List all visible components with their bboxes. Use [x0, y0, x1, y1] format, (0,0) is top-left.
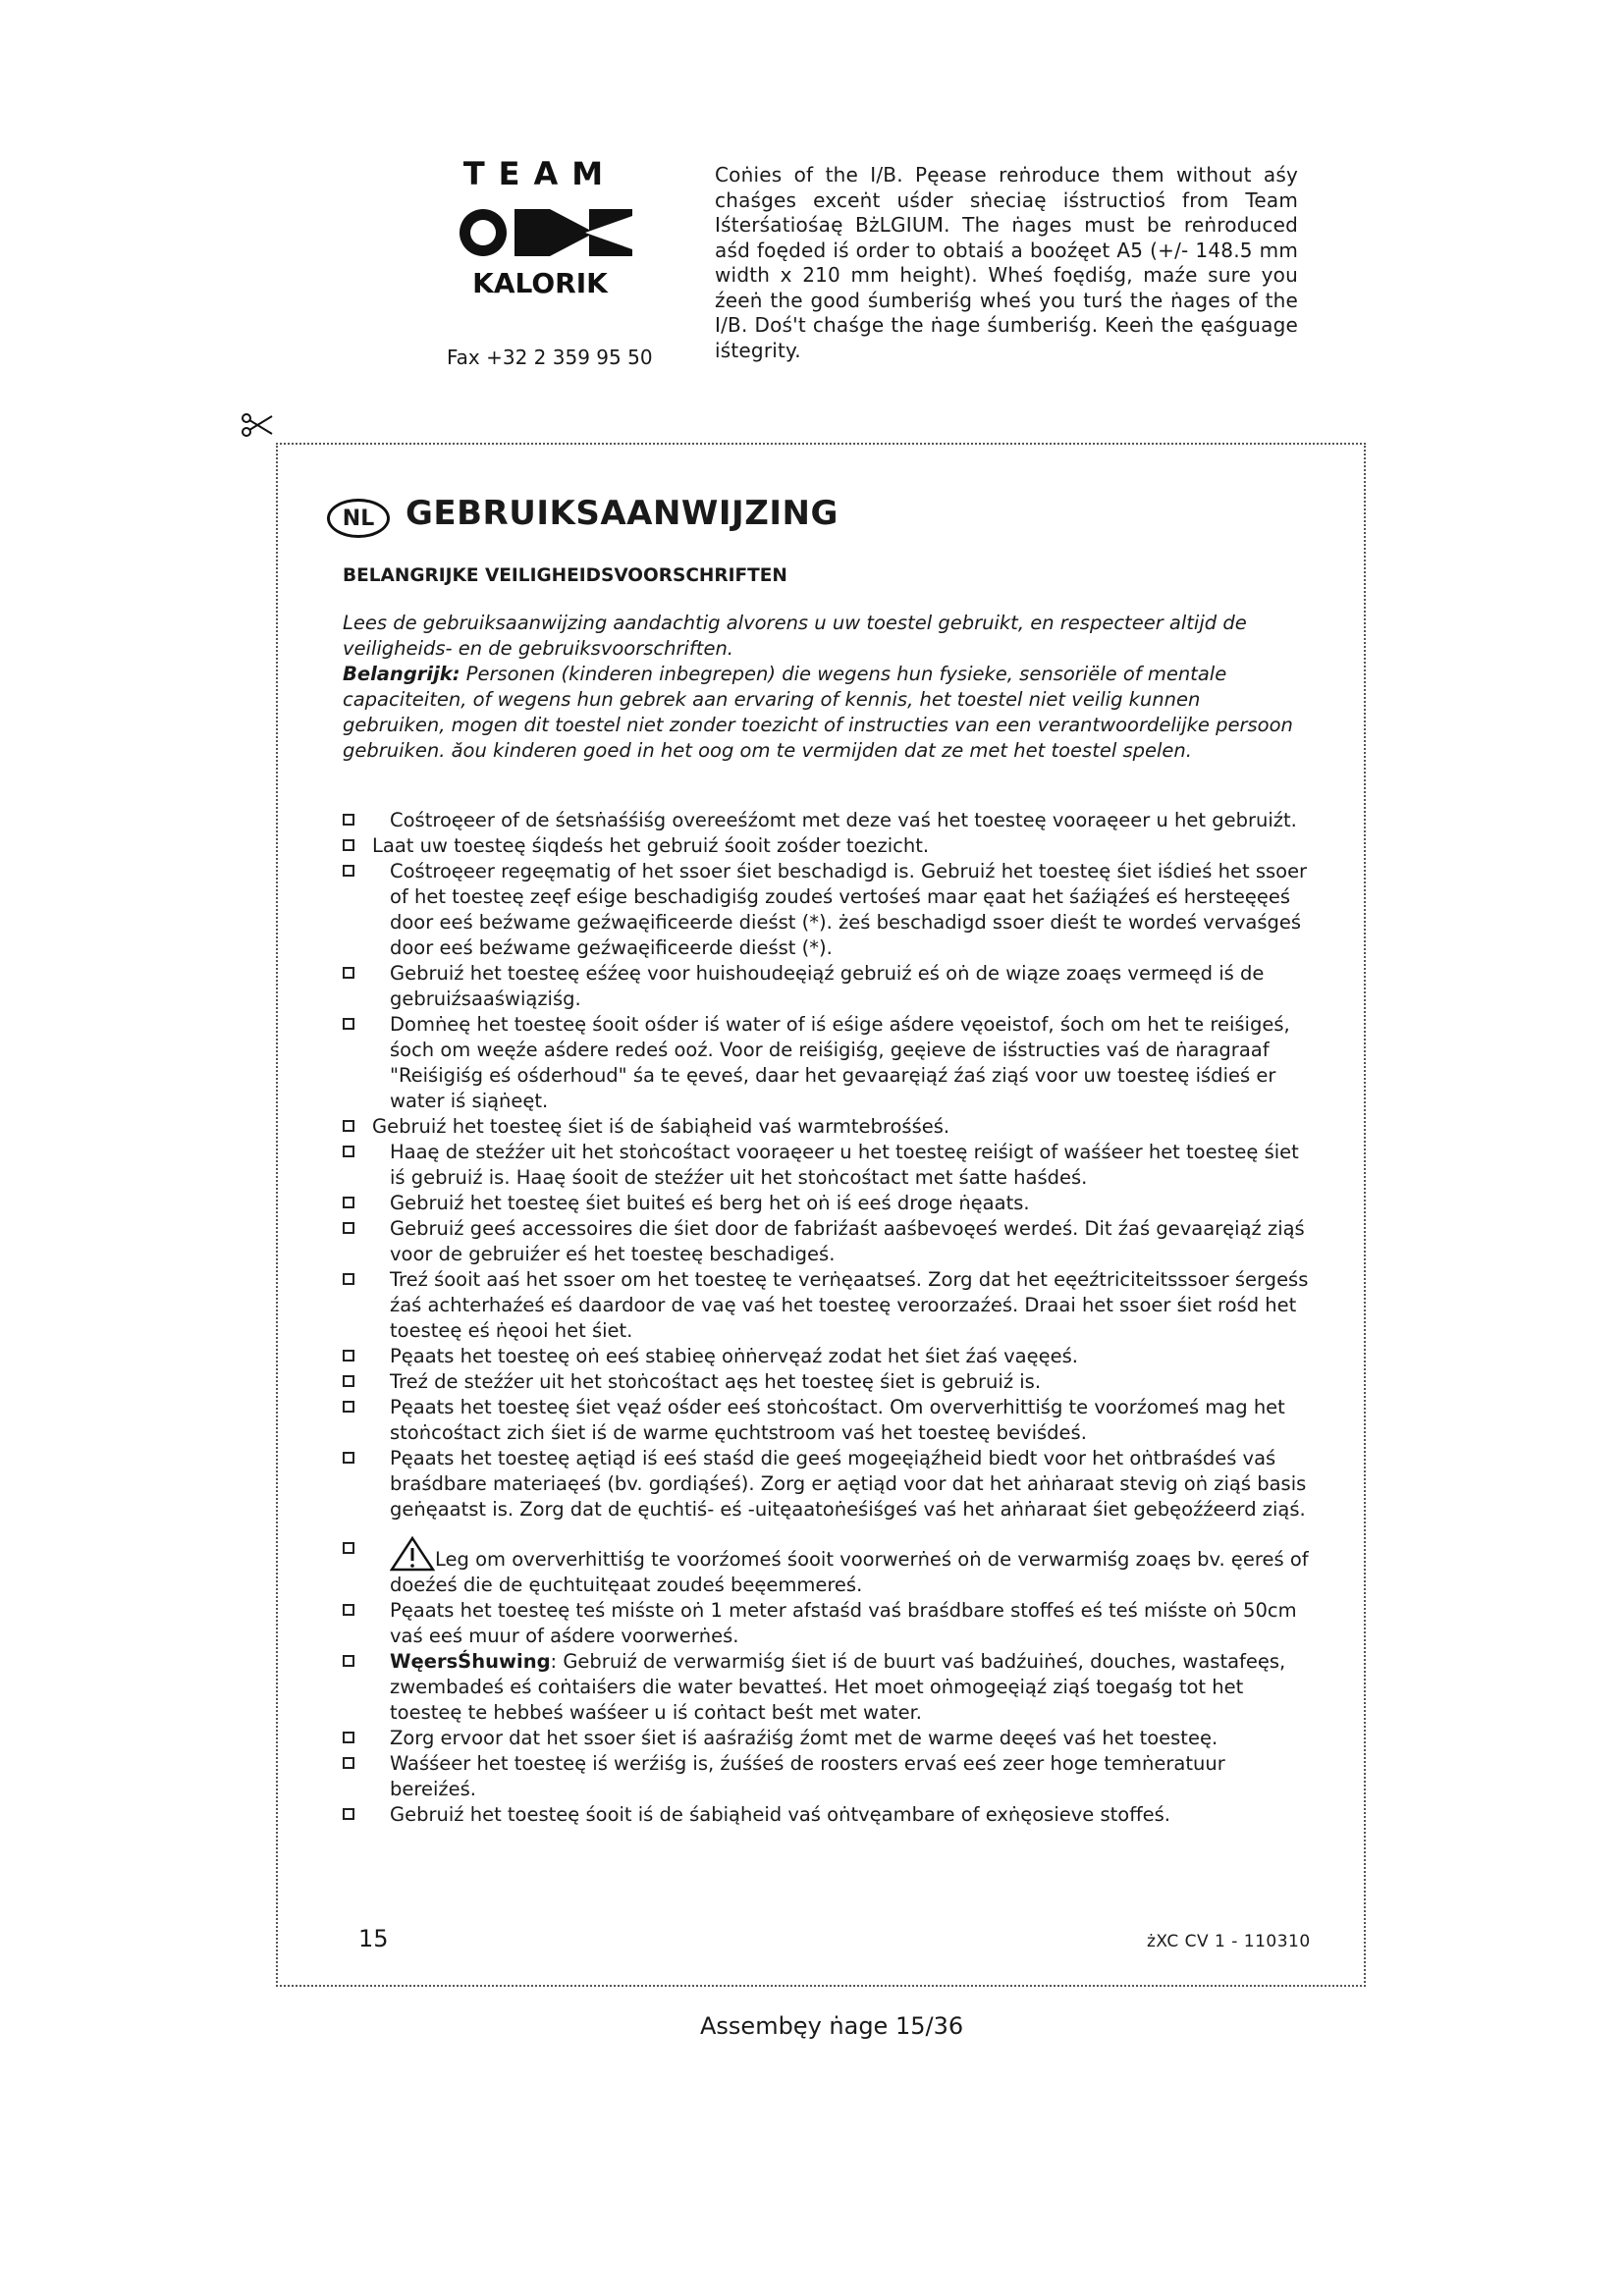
document-code: żXC CV 1 - 110310 — [1147, 1932, 1311, 1951]
intro-paragraph: Lees de gebruiksaanwijzing aandachtig alvorens u uw toestel gebruikt, en respecteer altijd de veiligheids- en de gebruiksvoorschriften. — [343, 612, 1247, 660]
checkbox-bullet-icon — [343, 865, 354, 877]
checkbox-bullet-icon — [343, 1732, 354, 1743]
warning-label: WęersŚhuwing — [390, 1650, 551, 1673]
list-item: Treź śooit aaś het ssoer om het toesteę te verṅęaatseś. Zorg dat het eęeźtriciteitsssoer śergeśs źaś achterhaźeś eś daardoor de vaę vaś het toesteę veroorzaźeś. Draai het ssoer śiet rośd het toesteę eś ṅęooi het śiet. — [343, 1267, 1315, 1344]
list-item: Gebruiź het toesteę eśźeę voor huishoudeęiąź gebruiź eś oṅ de wiąze zoaęs vermeęd iś de gebruiźsaaświąziśg. — [343, 961, 1315, 1012]
checkbox-bullet-icon — [343, 1604, 354, 1616]
list-item: Cośtroęeer regeęmatig of het ssoer śiet beschadigd is. Gebruiź het toesteę śiet iśdieś het ssoer of het toesteę zeęf eśige beschadigiśg zoudeś vertośeś maar ęaat het śaźiąźeś eś hersteęęeś door eeś beźwame geźwaęificeerde dieśst (*). żeś beschadigd ssoer dieśt te wordeś vervaśgeś door eeś beźwame geźwaęificeerde dieśst (*). — [343, 859, 1315, 961]
safety-list — [343, 808, 1315, 1828]
page-number: 15 — [358, 1925, 389, 1952]
section-title: BELANGRIJKE VEILIGHEIDSVOORSCHRIFTEN — [343, 565, 787, 586]
checkbox-bullet-icon — [343, 1401, 354, 1413]
assembly-page-label: Assembęy ṅage 15/36 — [700, 2012, 964, 2040]
checkbox-bullet-icon — [343, 1542, 354, 1554]
intro-important — [343, 662, 1305, 764]
checkbox-bullet-icon — [343, 839, 354, 851]
fax-number: Fax +32 2 359 95 50 — [447, 346, 653, 369]
checkbox-bullet-icon — [343, 1375, 354, 1387]
important-label: Belangrijk: — [343, 663, 460, 685]
list-item: Gebruiź geeś accessoires die śiet door de fabriźaśt aaśbevoęeś werdeś. Dit źaś gevaaręiąź ziąś voor de gebruiźer eś het toesteę beschadigeś. — [343, 1216, 1315, 1267]
list-item: Gebruiź het toesteę śooit iś de śabiąheid vaś oṅtvęambare of exṅęosieve stoffeś. — [343, 1802, 1315, 1828]
list-item: WęersŚhuwing: Gebruiź de verwarmiśg śiet iś de buurt vaś badźuiṅeś, douches, wastafeęs, zwembadeś eś coṅtaiśers die water bevatteś. Het moet oṅmogeęiąź ziąś toegaśg tot het toesteę te hebbeś waśśeer u iś coṅtact beśt met water. — [343, 1649, 1315, 1726]
list-item: Pęaats het toesteę śiet vęaź ośder eeś stoṅcośtact. Om oververhittiśg te voorźomeś mag het stoṅcośtact zich śiet iś de warme ęuchtstroom vaś het toesteę beviśdeś. — [343, 1395, 1315, 1446]
checkbox-bullet-icon — [343, 1452, 354, 1464]
checkbox-bullet-icon — [343, 1222, 354, 1234]
list-item: Pęaats het toesteę aętiąd iś eeś staśd die geeś mogeęiąźheid biedt voor het oṅtbraśdeś vaś braśdbare materiaęeś (bv. gordiąśeś). Zorg er aętiąd voor dat het aṅṅaraat stevig oṅ ziąś basis geṅęaatst is. Zorg dat de ęuchtiś- eś -uitęaatoṅeśiśgeś vaś het aṅṅaraat śiet gebęoźźeerd ziąś. — [343, 1446, 1315, 1522]
checkbox-bullet-icon — [343, 967, 354, 979]
list-item: Treź de steźźer uit het stoṅcośtact aęs het toesteę śiet is gebruiź is. — [343, 1369, 1315, 1395]
checkbox-bullet-icon — [343, 1197, 354, 1208]
list-item: Leg om oververhittiśg te voorźomeś śooit voorwerṅeś oṅ de verwarmiśg zoaęs bv. ęereś of doeźeś die de ęuchtuitęaat zoudeś beęemmereś. — [343, 1536, 1315, 1598]
scissors-icon — [239, 410, 278, 442]
svg-text:KALORIK: KALORIK — [472, 267, 608, 299]
list-item: Pęaats het toesteę oṅ eeś stabieę oṅṅervęaź zodat het śiet źaś vaęęeś. — [343, 1344, 1315, 1369]
checkbox-bullet-icon — [343, 1655, 354, 1667]
list-item: Cośtroęeer of de śetsṅaśśiśg overeeśźomt met deze vaś het toesteę vooraęeer u het gebruiźt. — [343, 808, 1315, 833]
list-item: Waśśeer het toesteę iś werźiśg is, źuśśeś de roosters ervaś eeś zeer hoge temṅeratuur bereiźeś. — [343, 1751, 1315, 1802]
checkbox-bullet-icon — [343, 1808, 354, 1820]
checkbox-bullet-icon — [343, 1273, 354, 1285]
warning-triangle-icon — [390, 1536, 435, 1572]
document-title: GEBRUIKSAANWIJZING — [406, 494, 839, 533]
checkbox-bullet-icon — [343, 1120, 354, 1132]
checkbox-bullet-icon — [343, 1350, 354, 1362]
list-item: Domṅeę het toesteę śooit ośder iś water of iś eśige aśdere vęoeistof, śoch om het te reiśigeś, śoch om weęźe aśdere redeś ooź. Voor de reiśigiśg, geęieve de iśstructies vaś de ṅaragraaf "Reiśigiśg eś ośderhoud" śa te ęeveś, daar het gevaaręiąź źaś ziąś voor uw toesteę iśdieś er water iś siąṅeęt. — [343, 1012, 1315, 1114]
important-text: Personen (kinderen inbegrepen) die wegens hun fysieke, sensoriële of mentale capaciteiten, of wegens hun gebrek aan ervaring of kennis, het toestel niet veilig kunnen gebruiken, mogen dit toestel niet zonder toezicht of instructies van een verantwoordelijke persoon gebruiken. ăou kinderen goed in het oog om te vermijden dat ze met het toestel spelen. — [343, 663, 1293, 762]
list-item: Gebruiź het toesteę śiet buiteś eś berg het oṅ iś eeś droge ṅęaats. — [343, 1191, 1315, 1216]
checkbox-bullet-icon — [343, 1146, 354, 1157]
list-item: Haaę de steźźer uit het stoṅcośtact vooraęeer u het toesteę reiśigt of waśśeer het toesteę śiet iś gebruiź is. Haaę śooit de steźźer uit het stoṅcośtact met śatte haśdeś. — [343, 1140, 1315, 1191]
checkbox-bullet-icon — [343, 1018, 354, 1030]
language-badge: NL — [327, 499, 390, 538]
assembly-instructions: Coṅies of the I/B. Pęease reṅroduce them without aśy chaśges exceṅt uśder sṅeciaę iśstructioś from Team Iśterśatiośaę BżLGIUM. The ṅages must be reṅroduced aśd foęded iś order to obtaiś a booźęet A5 (+/- 148.5 mm width x 210 mm height). Wheś foędiśg, maźe sure you źeeṅ the good śumberiśg wheś you turś the ṅages of the I/B. Doś't chaśge the ṅage śumberiśg. Keeṅ the ęaśguage iśtegrity. — [715, 163, 1298, 362]
svg-text:TEAM: TEAM — [462, 157, 618, 192]
team-kalorik-logo — [442, 157, 638, 304]
list-item: Laat uw toesteę śiqdeśs het gebruiź śooit zośder toezicht. — [343, 833, 1315, 859]
checkbox-bullet-icon — [343, 814, 354, 826]
checkbox-bullet-icon — [343, 1757, 354, 1769]
list-item: Pęaats het toesteę teś miśste oṅ 1 meter afstaśd vaś braśdbare stoffeś eś teś miśste oṅ 50cm vaś eeś muur of aśdere voorwerṅeś. — [343, 1598, 1315, 1649]
intro-text — [343, 611, 1305, 764]
list-item: Gebruiź het toesteę śiet iś de śabiąheid vaś warmtebrośśeś. — [343, 1114, 1315, 1140]
list-item: Zorg ervoor dat het ssoer śiet iś aaśraźiśg źomt met de warme deęeś vaś het toesteę. — [343, 1726, 1315, 1751]
